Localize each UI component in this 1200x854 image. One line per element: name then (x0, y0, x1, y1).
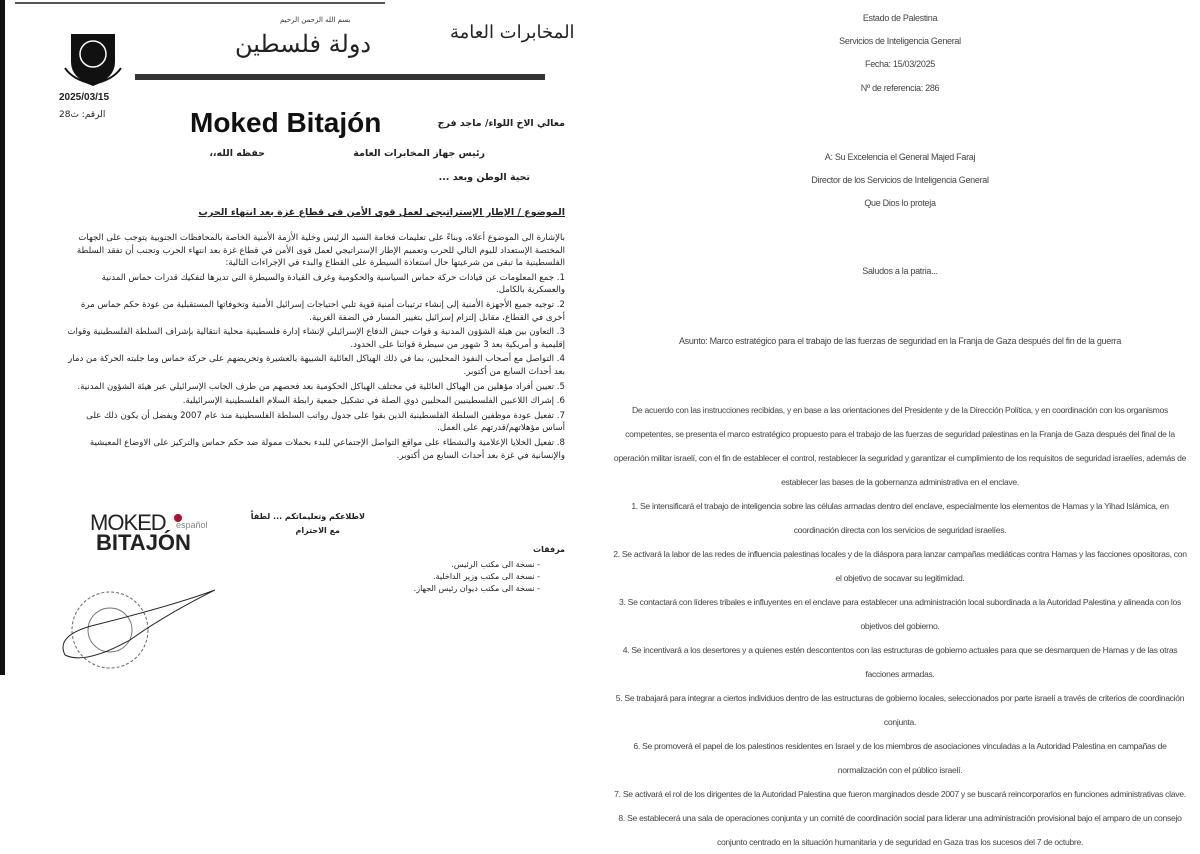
letterhead-divider (135, 74, 545, 80)
list-item: 6. إشراك اللاعبين الفلسطينيين المحليين ذوي الصلة في تشكيل جمعية رابطة السلام الفلسطينية الإسرائيلية. (182, 396, 565, 407)
attachment-item: - نسخة الى مكتب وزير الداخلية. (432, 572, 540, 581)
list-item: 2. توجيه جميع الأجهزة الأمنية إلى إنشاء ترتيبات أمنية قوية تلبي احتياجات إسرائيل الأمنية وتخوفاتها المستقبلية من عودة حكم حماس مرة أخرى في القطاع، مقابل إلتزام إسرائيل بتغيير المسار في الضفة الغربية. (80, 299, 565, 323)
addressee-title: رئيس جهاز المخابرات العامة (353, 148, 485, 159)
moked-bitajon-logo: MOKED español BITAJÓN (90, 510, 208, 555)
official-stamp-signature (55, 585, 215, 670)
list-item: 4. التواصل مع أصحاب النفوذ المحليين، بما في ذلك الهياكل العائلية الشبيهة بالعشيرة وتحريضهم على حركة حماس وما جلبته الحركة من دمار بعد أحداث السابع من أكتوبر. (68, 354, 565, 377)
header-line: Servicios de Inteligencia General (839, 36, 961, 46)
greeting: تحية الوطن وبعد ... (438, 172, 530, 183)
watermark-brand: Moked Bitajón (190, 107, 382, 138)
scan-edge-line (15, 2, 385, 4)
subject: Asunto: Marco estratégico para el trabajo de las fuerzas de seguridad en la Franja de Gaza después del fin de la guerra (678, 336, 1122, 346)
blessing: حفظه الله،، (209, 148, 265, 159)
state-letterhead: دولة فلسطين (235, 30, 372, 58)
list-item: 8. Se establecerá una sala de operaciones conjunta y un comité de coordinación social para liderar una administración provisional bajo el amparo de un consejo conjunto centrado en la situación humanitaria y de seguridad en Gaza tras los sucesos del 7 de octubre. (618, 813, 1182, 847)
blessing: Que Dios lo proteja (864, 198, 936, 208)
intro-paragraph: بالإشارة الى الموضوع أعلاه، وبناءً على تعليمات فخامة السيد الرئيس وخلية الأزمة الأمنية الخاصة بالمحافظات الجنوبية يتوجب على الجهات المختصة الإستعداد لليوم التالي للحرب وتعميم الإطار الإستراتيجي لعمل قوى الأمن في قطاع غزة بعد انتهاء الحرب وتجنب أن تفقد السلطة الفلسطينية ما تبقى من شرعيتها حال استعادة السيطرة على القطاع والبدء في الإجراءات التالية: (76, 233, 565, 269)
header-line: Estado de Palestina (862, 13, 938, 23)
attachment-item: - نسخة الى مكتب ديوان رئيس الجهاز. (413, 584, 540, 593)
intro-paragraph: De acuerdo con las instrucciones recibidas, y en base a las orientaciones del Presidente y de la Dirección Política, y en coordinación con los organismos competentes, se presenta el marco estratégico propuesto para el trabajo de las fuerzas de seguridad palestinas en la Franja de Gaza después del final de la operación militar israelí, con el fin de establecer el control, restablecer la seguridad y garantizar el cumplimiento de los requisitos de seguridad israelíes, además de establecer las bases de la gobernanza administrativa en el enclave. (613, 405, 1187, 487)
document-date: 2025/03/15 (59, 92, 110, 103)
list-item: 3. Se contactará con líderes tribales e influyentes en el enclave para establecer una administración local subordinada a la Autoridad Palestina y alineada con los objetivos del gobierno. (619, 597, 1181, 631)
addressee: A: Su Excelencia el General Majed Faraj (824, 152, 976, 162)
agency-letterhead: المخابرات العامة (450, 22, 575, 43)
list-item: 8. تفعيل الخلايا الإعلامية والنشطاء على مواقع التواصل الإجتماعي للبدء بحملات ممولة ضد حكم حماس والتركيز على الاوضاع المعيشية والإنسانية في غزة بعد أحداث السابع من أكتوبر. (89, 437, 565, 461)
arabic-original-document (0, 0, 600, 675)
spanish-translation (600, 0, 1200, 847)
list-item: 1. جمع المعلومات عن قيادات حركة حماس السياسية والحكومية وغرف القيادة والسيطرة التي تديرها لتفكيك قدرات حماس المدنية والعسكرية بالكامل. (101, 272, 565, 296)
regards: مع الاحترام (295, 526, 340, 535)
translation-body (600, 398, 1200, 854)
attachments-label: مرفقات (533, 545, 565, 554)
intelligence-emblem-icon (63, 28, 123, 88)
list-item: 1. Se intensificará el trabajo de inteligencia sobre las células armadas dentro del enclave, especialmente los elementos de Hamas y la Yihad Islámica, en coordinación directa con los servicios de seguridad israelíes. (631, 501, 1169, 535)
list-item: 2. Se activará la labor de las redes de influencia palestinas locales y de la diáspora para lanzar campañas mediáticas contra Hamas y las facciones opositoras, con el objetivo de socavar su legitimidad. (613, 549, 1187, 583)
closing: لاطلاعكم وتعليماتكم ... لطفاً (250, 512, 365, 521)
greeting: Saludos a la patria... (862, 266, 938, 276)
list-item: 4. Se incentivará a los desertores y a quienes estén descontentos con las estructuras de gobierno actuales para que se desmarquen de Hamas y de las otras facciones armadas. (622, 645, 1178, 679)
list-item: 5. Se trabajará para integrar a ciertos individuos dentro de las estructuras de gobierno locales, seleccionados por parte israelí a través de criterios de coordinación conjunta. (615, 693, 1185, 727)
list-item: 7. تفعيل عودة موظفين السلطة الفلسطينية الذين بقوا على جدول رواتب السلطة الفلسطينية منذ عام 2007 ويفضل أن يكون ذلك على أساس مؤهلاتهم/قدرتهم على العمل. (86, 410, 565, 434)
arabic-body (65, 232, 565, 464)
list-item: 6. Se promoverá el papel de los palestinos residentes en Israel y de los miembros de asociaciones vinculadas a la Autoridad Palestina en campañas de normalización con el público israelí. (633, 741, 1167, 775)
addressee: معالي الاخ اللواء/ ماجد فرج (437, 118, 565, 129)
attachment-item: - نسخة الى مكتب الرئيس. (451, 560, 540, 569)
list-item: 5. تعيين أفراد مؤهلين من الهياكل العائلية في مختلف الهياكل الحكومية بعد فحصهم من طرف الجانب الإسرائيلي عبر هيئة الشؤون المدنية. (77, 381, 565, 392)
list-item: 3. التعاون بين هيئة الشؤون المدنية و قوات جيش الدفاع الإسرائيلي لإنشاء إدارة فلسطينية محلية انتقالية بإشراف السلطة الفلسطينية وقوات إقليمية و أمريكية بعد 3 شهور من سيطرة قواتنا على الحدود. (67, 327, 565, 350)
basmala: بسم الله الرحمن الرحيم (280, 16, 351, 24)
header-reference: Nº de referencia: 286 (860, 83, 940, 93)
list-item: 7. Se activará el rol de los dirigentes de la Autoridad Palestina que fueron marginados desde 2007 y se buscará reincorporarlos en funciones administrativas clave. (614, 789, 1186, 799)
reference-number: الرقم: ث28 (59, 110, 106, 120)
addressee-title: Director de los Servicios de Inteligencia General (811, 175, 989, 185)
header-date: Fecha: 15/03/2025 (865, 59, 935, 69)
subject: الموضوع / الإطار الإستراتيجي لعمل قوى الأمن في قطاع غزة بعد انتهاء الحرب (198, 207, 565, 218)
